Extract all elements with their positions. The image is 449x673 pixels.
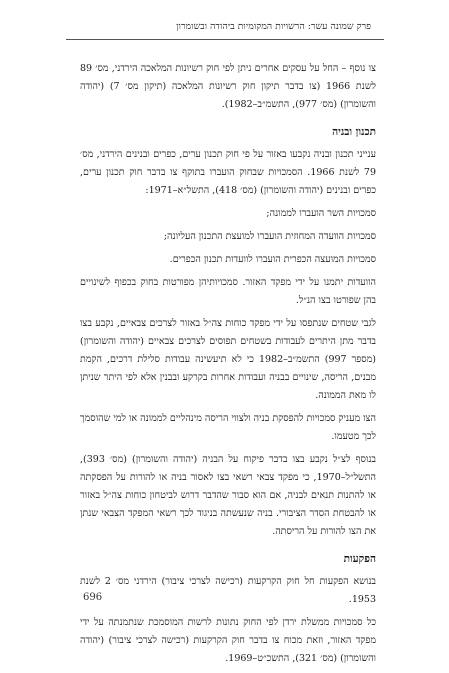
paragraph: כל סמכויות ממשלת ירדן לפי החוק נתונות לרשות המוסמכת שנתמנתה על ידי מפקד האזור, וזאת מכוח צו בדבר חוק הקרקעות (רכישה לצרכי ציבור) (יהודה והשומרון) (מס׳ 321), התשכ״ט–1969. [80,617,376,664]
running-head: פרק שמונה עשר: הרשויות המקומיות ביהודה ובשומרון [176,21,371,32]
header-rule [66,39,384,40]
intro-paragraph: צו נוסף – החל על עסקים אחרים ניתן לפי חוק רשיונות המלאכה הירדני, מס׳ 89 לשנת 1966 (צו בדבר תיקון חוק רשיונות המלאכה (תיקון מס׳ 7) (יהודה והשומרון) (מס׳ 977), התשמ״ב–1982). [80,63,376,110]
page-number: 696 [83,592,103,603]
page-content [80,60,376,673]
paragraph: בנושא הפקעות חל חוק הקרקעות (רכישה לצרכי ציבור) הירדני מס׳ 2 לשנת 1953. [80,576,376,605]
paragraph: הוועדות יתמנו על ידי מפקד האזור. סמכויותיהן מפורטות בחוק בכפוף לשינויים בהן שפורטו בצו הנ״ל. [80,277,376,306]
paragraph: סמכויות המועצה הכפרית הועברו לוועדות תכנון הכפרים. [169,254,376,265]
section-heading-planning: תכנון ובניה [332,126,376,138]
paragraph: לגבי שטחים שנתפסו על ידי מפקד כוחות צה״ל באזור לצרכים צבאיים, נקבע בצו בדבר מתן היתרים לעבודות בשטחים תפוסים לצרכים צבאיים (יהודה והשומרון) (מספר 997) התשמ״ב–1982 כי לא תיעשינה עבודות סלילת דרכים, הקמת מבנים, הריסה, שינויים בבניה ועבודות אחרות בקרקע ובבנין אלא לפי היתר שניתן לו מאת הממונה. [80,318,377,401]
paragraph: הצו מעניק סמכויות להפסקת בניה ולצווי הריסה מינהליים לממונה או למי שהוסמך לכך מטעמו. [80,413,376,442]
paragraph: ענייני תכנון ובניה נקבעו באזור על פי חוק תכנון ערים, כפרים ובנינים הירדני, מס׳ 79 לשנת 1966. הסמכויות שבחוק הועברו בתוקף צו בדבר חוק תכנון ערים, כפרים ובנינים (יהודה והשומרון) (מס׳ 418), התשל״א–1971: [80,149,377,196]
section-heading-expropriations: הפקעות [343,553,376,565]
paragraph: בנוסף לצ״ל נקבע בצו בדבר פיקוח על הבניה (יהודה והשומרון) (מס׳ 393), התשל״ל–1970, כי מפקד צבאי רשאי בצו לאסור בניה או להורות על הפסקתה או להתנות תנאים לבניה, אם הוא סבור שהדבר דרוש לביטחון כוחות צה״ל באזור או להבטחת הסדר הציבורי. בניה שנעשתה בניגוד לכך רשאי המפקד הצבאי שנתן את הצו להורות על הריסתה. [80,454,376,537]
paragraph: סמכויות הוועדה המחוזית הועברו למועצת התכנון העליונה; [163,231,376,242]
paragraph: סמכויות השר הועברו לממונה; [266,208,376,219]
